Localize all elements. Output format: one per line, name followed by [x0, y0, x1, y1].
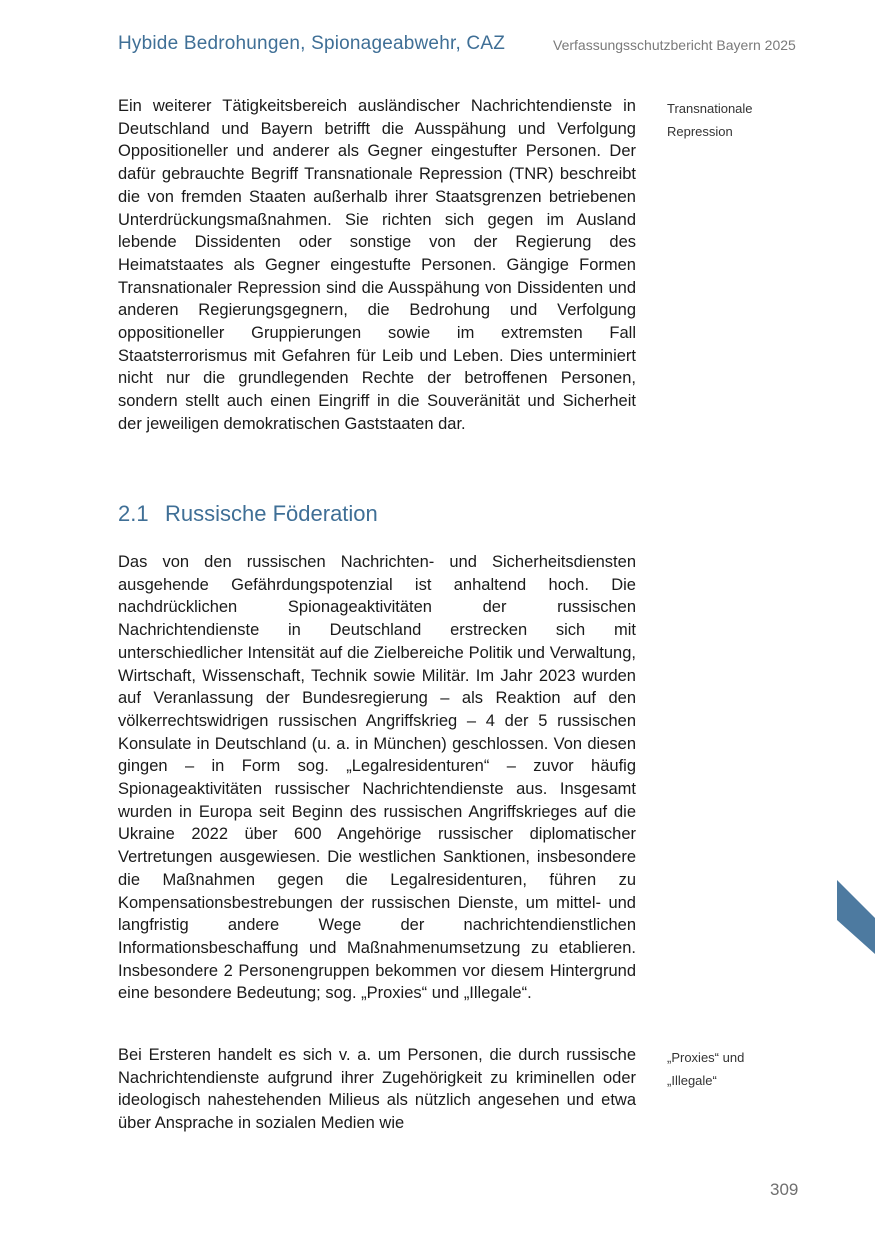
- section-heading: [118, 501, 378, 527]
- margin-note-transnational-repression: Transnationale Repression: [667, 101, 753, 139]
- running-header-section: Hybide Bedrohungen, Spionageabwehr, CAZ: [118, 33, 506, 54]
- margin-note-proxies-illegals: „Proxies“ und „Illegale“: [667, 1050, 745, 1088]
- paragraph-russian-federation: Das von den russischen Nachrichten- und Sicherheitsdiensten ausgehende Gefährdungspotenzial ist anhaltend hoch. Die nachdrücklichen Spionageaktivitäten der russischen Nachrichtendienste in Deutschland erstrecken sich mit unterschiedlicher Intensität auf die Zielbereiche Politik und Verwaltung, Wirtschaft, Wissenschaft, Technik sowie Militär. Im Jahr 2023 wurden auf Veranlassung der Bundesregierung – als Reaktion auf den völkerrechtswidrigen russischen Angriffskrieg – 4 der 5 russischen Konsulate in Deutschland (u. a. in München) geschlossen. Von diesen gingen – in Form sog. „Legalresidenturen“ – zuvor häufig Spionageaktivitäten russischer Nachrichtendienste aus. Insgesamt wurden in Europa seit Beginn des russischen Angriffskrieges auf die Ukraine 2022 über 600 Angehörige russischer diplomatischer Vertretungen ausgewiesen. Die westlichen Sanktionen, insbesondere die Maßnahmen gegen die Legalresidenturen, führen zu Kompensationsbestrebungen der russischen Dienste, um mittel- und langfristig andere Wege der nachrichtendienstlichen Informationsbeschaffung und Maßnahmenumsetzung zu etablieren. Insbesondere 2 Personengruppen bekommen vor diesem Hintergrund eine besondere Bedeutung; sog. „Proxies“ und „Illegale“.: [118, 553, 636, 1003]
- running-header-report: Verfassungsschutzbericht Bayern 2025: [553, 37, 796, 53]
- paragraph-transnational-repression: Ein weiterer Tätigkeitsbereich ausländischer Nachrichtendienste in Deutschland und Bayern betrifft die Ausspähung und Verfolgung Oppositioneller und anderer als Gegner eingestufter Personen. Der dafür gebrauchte Begriff Transnationale Repression (TNR) beschreibt die von fremden Staaten außerhalb ihrer Staatsgrenzen betriebenen Unterdrückungsmaßnahmen. Sie richten sich gegen im Ausland lebende Dissidenten oder sonstige von der Regierung des Heimatstaates als Gegner eingestufte Personen. Gängige Formen Transnationaler Repression sind die Ausspähung von Dissidenten und anderen Regierungsgegnern, die Bedrohung und Verfolgung oppositioneller Gruppierungen sowie im extremsten Fall Staatsterrorismus mit Gefahren für Leib und Leben. Dies unterminiert nicht nur die grundlegenden Rechte der betroffenen Personen, sondern stellt auch einen Eingriff in die Souveränität und Sicherheit der jeweiligen demokratischen Gaststaaten dar.: [118, 97, 636, 433]
- page-number: 309: [770, 1180, 799, 1199]
- section-title: Russische Föderation: [165, 501, 378, 526]
- section-number: 2.1: [118, 501, 149, 526]
- paragraph-proxies: Bei Ersteren handelt es sich v. a. um Personen, die durch russische Nachrichtendienste aufgrund ihrer Zugehörigkeit zu kriminellen oder ideologisch nahestehenden Milieus als nützlich angesehen und etwa über Ansprache in sozialen Medien wie: [118, 1046, 636, 1133]
- chapter-tab-marker: [837, 880, 875, 954]
